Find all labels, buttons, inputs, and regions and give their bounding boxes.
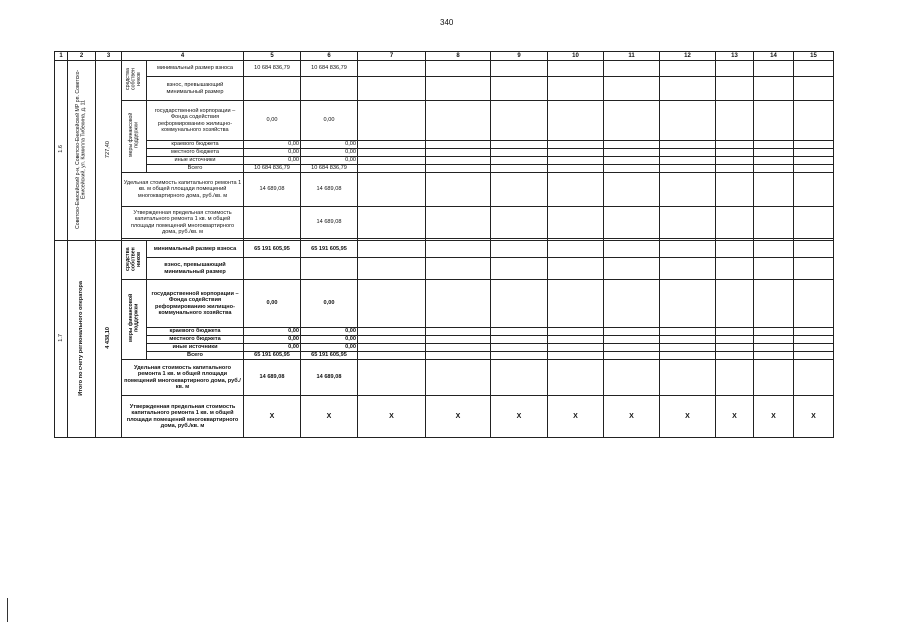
limit-cost-label: Утвержденная предельная стоимость капитального ремонта 1 кв. м общей площади помещений многоквартирного дома, руб./кв. м — [122, 396, 244, 438]
x-mark-col14: X — [754, 396, 794, 438]
area-cell: 727,40 — [96, 61, 122, 241]
col-header-6: 6 — [301, 52, 358, 61]
table-row — [55, 165, 834, 173]
x-mark-col6: X — [301, 396, 358, 438]
col-header-8: 8 — [426, 52, 491, 61]
min-payment-col6: 65 191 605,95 — [301, 241, 358, 258]
unit-cost-label: Удельная стоимость капитального ремонта 1 кв. м общей площади помещений многоквартирного дома, руб./кв. м — [122, 173, 244, 207]
address-cell: Итого по счету регионального оператора — [68, 241, 96, 438]
table-row — [55, 173, 834, 207]
table-row — [55, 77, 834, 101]
other-sources-col5: 0,00 — [244, 344, 301, 352]
table-row — [55, 360, 834, 396]
local-budget-label: местного бюджета — [147, 336, 244, 344]
financial-support-group: меры финансовой поддержки — [122, 280, 147, 360]
local-budget-col5: 0,00 — [244, 336, 301, 344]
table-row — [55, 344, 834, 352]
krai-budget-col5: 0,00 — [244, 328, 301, 336]
x-mark-col10: X — [548, 396, 604, 438]
table-row — [55, 328, 834, 336]
col-header-13: 13 — [716, 52, 754, 61]
krai-budget-col5: 0,00 — [244, 141, 301, 149]
fund-support-col6: 0,00 — [301, 101, 358, 141]
col-header-11: 11 — [604, 52, 660, 61]
table-row — [55, 336, 834, 344]
krai-budget-label: краевого бюджета — [147, 328, 244, 336]
total-label: Всего — [147, 165, 244, 173]
table-row — [55, 101, 834, 141]
other-sources-label: иные источники — [147, 157, 244, 165]
col-header-12: 12 — [660, 52, 716, 61]
unit-cost-col5: 14 689,08 — [244, 360, 301, 396]
area-cell: 4 438,10 — [96, 241, 122, 438]
x-mark-col9: X — [491, 396, 548, 438]
total-col5: 65 191 605,95 — [244, 352, 301, 360]
col-header-14: 14 — [754, 52, 794, 61]
fund-support-label: государственной корпорации – Фонда содействия реформированию жилищно-коммунального хозяйства — [147, 280, 244, 328]
fund-support-col5: 0,00 — [244, 101, 301, 141]
x-mark-col13: X — [716, 396, 754, 438]
col-header-10: 10 — [548, 52, 604, 61]
table-row — [55, 241, 834, 258]
table-row — [55, 157, 834, 165]
local-budget-col5: 0,00 — [244, 149, 301, 157]
other-sources-label: иные источники — [147, 344, 244, 352]
table-row — [55, 258, 834, 280]
x-mark-col5: X — [244, 396, 301, 438]
col-header-2: 2 — [68, 52, 96, 61]
table-row — [55, 396, 834, 438]
col-header-5: 5 — [244, 52, 301, 61]
x-mark-col7: X — [358, 396, 426, 438]
limit-cost-col6: 14 689,08 — [301, 207, 358, 239]
col-header-7: 7 — [358, 52, 426, 61]
owners-funds-group: средства собствен ников — [122, 241, 147, 280]
unit-cost-label: Удельная стоимость капитального ремонта 1 кв. м общей площади помещений многоквартирного дома, руб./кв. м — [122, 360, 244, 396]
total-col6: 10 684 836,79 — [301, 165, 358, 173]
row-number: 1.7 — [55, 241, 68, 438]
fund-support-col6: 0,00 — [301, 280, 358, 328]
unit-cost-col6: 14 689,08 — [301, 360, 358, 396]
local-budget-col6: 0,00 — [301, 336, 358, 344]
x-mark-col11: X — [604, 396, 660, 438]
total-col5: 10 684 836,79 — [244, 165, 301, 173]
min-payment-col5: 65 191 605,95 — [244, 241, 301, 258]
table-row — [55, 149, 834, 157]
col-header-4: 4 — [122, 52, 244, 61]
col-header-15: 15 — [794, 52, 834, 61]
min-payment-label: минимальный размер взноса — [147, 241, 244, 258]
table-row — [55, 352, 834, 360]
fund-support-col5: 0,00 — [244, 280, 301, 328]
krai-budget-col6: 0,00 — [301, 328, 358, 336]
col-header-1: 1 — [55, 52, 68, 61]
fund-support-label: государственной корпорации – Фонда содействия реформированию жилищно-коммунального хозяйства — [147, 101, 244, 141]
table-row — [55, 207, 834, 239]
row-number: 1.6 — [55, 61, 68, 241]
x-mark-col12: X — [660, 396, 716, 438]
unit-cost-col5: 14 689,08 — [244, 173, 301, 207]
krai-budget-label: краевого бюджета — [147, 141, 244, 149]
over-min-payment-label: взнос, превышающий минимальный размер — [147, 258, 244, 280]
other-sources-col5: 0,00 — [244, 157, 301, 165]
header-row — [55, 52, 834, 61]
page-number: 340 — [440, 18, 454, 27]
col-header-3: 3 — [96, 52, 122, 61]
financial-support-group: меры финансовой поддержки — [122, 101, 147, 173]
over-min-payment-label: взнос, превышающий минимальный размер — [147, 77, 244, 101]
scan-edge-line — [7, 598, 8, 622]
total-label: Всего — [147, 352, 244, 360]
min-payment-label: минимальный размер взноса — [147, 61, 244, 77]
other-sources-col6: 0,00 — [301, 157, 358, 165]
owners-funds-group: средства собствен ников — [122, 61, 147, 101]
local-budget-label: местного бюджета — [147, 149, 244, 157]
total-col6: 65 191 605,95 — [301, 352, 358, 360]
min-payment-col5: 10 684 836,79 — [244, 61, 301, 77]
col-header-9: 9 — [491, 52, 548, 61]
table-row — [55, 61, 834, 77]
unit-cost-col6: 14 689,08 — [301, 173, 358, 207]
x-mark-col8: X — [426, 396, 491, 438]
address-cell: Советско-Енисейский р-н, Советско-Енисейский МР рп. Советско-Енисейский, ул. Камилла Тибекина, д. 11 — [68, 61, 96, 241]
table-row — [55, 280, 834, 328]
krai-budget-col6: 0,00 — [301, 141, 358, 149]
local-budget-col6: 0,00 — [301, 149, 358, 157]
x-mark-col15: X — [794, 396, 834, 438]
limit-cost-label: Утвержденная предельная стоимость капитального ремонта 1 кв. м общей площади помещений многоквартирного дома, руб./кв. м — [122, 207, 244, 239]
capital-repair-table — [54, 51, 834, 438]
other-sources-col6: 0,00 — [301, 344, 358, 352]
table-row — [55, 141, 834, 149]
min-payment-col6: 10 684 836,79 — [301, 61, 358, 77]
